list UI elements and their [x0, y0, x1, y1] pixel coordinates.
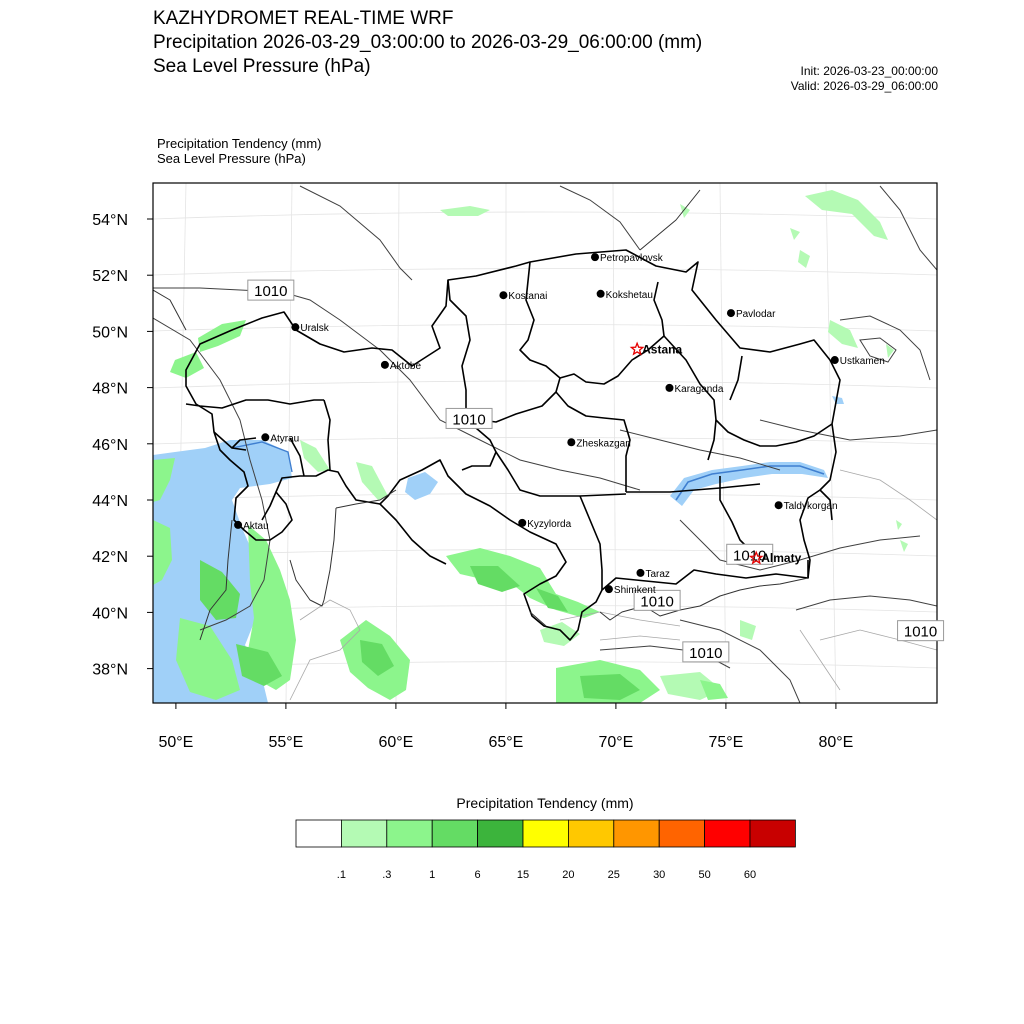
- city-dot-icon: [591, 253, 599, 261]
- isobar-label-text: 1010: [640, 593, 674, 611]
- valid-time: Valid: 2026-03-29_06:00:00: [790, 79, 938, 93]
- colorbar-label: 60: [743, 869, 757, 881]
- colorbar-label: .1: [336, 869, 346, 881]
- colorbar-swatch: [705, 820, 750, 847]
- title-main: KAZHYDROMET REAL-TIME WRF: [153, 8, 454, 29]
- city-dot-icon: [567, 438, 575, 446]
- colorbar-swatch: [432, 820, 477, 847]
- subtitle-precipitation: Precipitation Tendency (mm): [157, 136, 322, 151]
- lon-tick-label: 80°E: [818, 734, 854, 751]
- isobar-label: [683, 642, 729, 662]
- isobar-label-text: 1010: [733, 547, 767, 565]
- city-kokshetau: [597, 290, 653, 301]
- city-uralsk: [291, 323, 329, 334]
- colorbar-label: 50: [698, 869, 711, 881]
- colorbar: [296, 820, 795, 881]
- colorbar-label: 30: [653, 869, 666, 881]
- lat-tick-label: 54°N: [92, 212, 128, 229]
- city-label: Kokshetau: [605, 289, 653, 301]
- zaysan-lake: [832, 396, 844, 404]
- colorbar-label: 6: [474, 869, 481, 881]
- isobar-label-text: 1010: [452, 411, 486, 429]
- lon-tick-label: 70°E: [598, 734, 634, 751]
- colorbar-swatch: [614, 820, 659, 847]
- city-dot-icon: [831, 356, 839, 364]
- isobar-label: [446, 408, 492, 428]
- city-dot-icon: [727, 309, 735, 317]
- lon-tick-label: 75°E: [708, 734, 744, 751]
- colorbar-swatch: [523, 820, 568, 847]
- city-label: Uralsk: [300, 323, 329, 335]
- city-astana: [631, 342, 682, 356]
- city-dot-icon: [775, 501, 783, 509]
- lon-tick-label: 55°E: [268, 734, 304, 751]
- isobar-label: [248, 280, 294, 300]
- longitude-axis: [158, 703, 853, 751]
- city-dot-icon: [518, 519, 526, 527]
- city-markers: [234, 253, 885, 596]
- city-pavlodar: [727, 309, 776, 320]
- title-precipitation: Precipitation 2026-03-29_03:00:00 to 2026-03-29_06:00:00 (mm): [153, 32, 703, 53]
- city-label: Pavlodar: [735, 309, 776, 321]
- lon-tick-label: 65°E: [488, 734, 524, 751]
- colorbar-swatch: [341, 820, 386, 847]
- city-label: Astana: [642, 342, 683, 357]
- colorbar-label: 20: [562, 869, 575, 881]
- colorbar-label: 25: [607, 869, 620, 881]
- city-label: Zheskazgan: [576, 438, 631, 450]
- city-label: Karaganda: [674, 383, 724, 395]
- colorbar-title: Precipitation Tendency (mm): [456, 795, 634, 811]
- lat-tick-label: 52°N: [92, 268, 128, 286]
- city-dot-icon: [381, 361, 389, 369]
- lat-tick-label: 50°N: [92, 324, 128, 342]
- city-petropavlovsk: [591, 253, 664, 264]
- city-label: Kyzylorda: [527, 518, 572, 530]
- city-taraz: [636, 569, 669, 580]
- colorbar-swatch: [387, 820, 432, 847]
- city-shimkent: [605, 585, 656, 596]
- city-aktobe: [381, 361, 422, 372]
- city-label: Aktobe: [389, 360, 422, 372]
- colorbar-swatch: [478, 820, 523, 847]
- city-label: Almaty: [761, 551, 802, 566]
- city-label: Kostanai: [508, 291, 548, 303]
- city-kyzylorda: [518, 519, 571, 530]
- colorbar-swatch: [296, 820, 341, 847]
- city-label: Taldykorgan: [783, 501, 838, 513]
- city-label: Taraz: [645, 568, 670, 580]
- city-label: Petropavlovsk: [599, 253, 663, 265]
- city-ustkamen: [831, 356, 885, 367]
- colorbar-swatch: [568, 820, 613, 847]
- city-dot-icon: [234, 521, 242, 529]
- colorbar-label: 15: [516, 869, 530, 881]
- city-kostanai: [499, 291, 547, 302]
- lon-tick-label: 60°E: [378, 734, 414, 751]
- city-label: Ustkamen: [839, 356, 885, 368]
- city-dot-icon: [597, 290, 605, 298]
- isobar-label-text: 1010: [254, 283, 288, 301]
- latitude-axis: [92, 212, 153, 679]
- city-dot-icon: [665, 384, 673, 392]
- lat-tick-label: 38°N: [92, 661, 128, 679]
- lat-tick-label: 40°N: [92, 605, 128, 623]
- capital-star-icon: [631, 343, 642, 354]
- colorbar-label: 1: [429, 869, 436, 881]
- lat-tick-label: 42°N: [92, 549, 128, 567]
- city-dot-icon: [499, 291, 507, 299]
- isobar-label-text: 1010: [689, 644, 723, 662]
- city-dot-icon: [636, 569, 644, 577]
- city-dot-icon: [291, 323, 299, 331]
- city-dot-icon: [605, 585, 613, 593]
- isobar-label: [898, 621, 944, 641]
- lon-tick-label: 50°E: [158, 734, 194, 751]
- init-time: Init: 2026-03-23_00:00:00: [800, 64, 938, 78]
- lat-tick-label: 48°N: [92, 380, 128, 398]
- city-taldykorgan: [775, 501, 838, 512]
- title-sea-level-pressure: Sea Level Pressure (hPa): [153, 56, 371, 77]
- lat-tick-label: 44°N: [92, 493, 128, 510]
- colorbar-swatch: [659, 820, 704, 847]
- city-zheskazgan: [567, 438, 630, 449]
- city-dot-icon: [261, 433, 269, 441]
- city-label: Atyrau: [270, 433, 300, 445]
- city-label: Aktau: [243, 520, 269, 532]
- city-karaganda: [665, 384, 723, 395]
- colorbar-label: .3: [382, 869, 392, 881]
- lat-tick-label: 46°N: [92, 436, 128, 454]
- subtitle-pressure: Sea Level Pressure (hPa): [157, 151, 306, 166]
- colorbar-swatch: [750, 820, 795, 847]
- city-label: Shimkent: [613, 585, 656, 597]
- isobar-label-text: 1010: [903, 623, 938, 641]
